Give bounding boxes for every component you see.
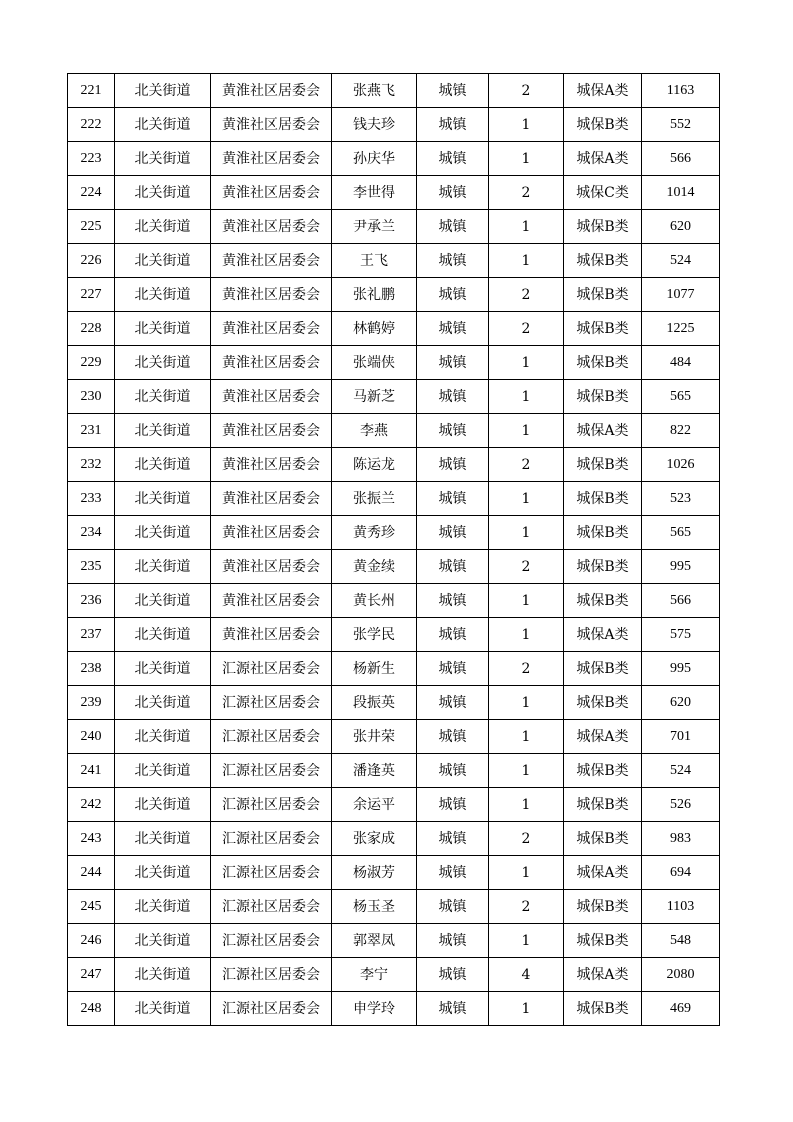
insurance-category-cell: 城保B类 bbox=[564, 686, 642, 720]
street-name-cell: 北关街道 bbox=[115, 142, 211, 176]
community-name-cell: 黄淮社区居委会 bbox=[211, 74, 332, 108]
area-type-cell: 城镇 bbox=[417, 686, 489, 720]
street-name-cell: 北关街道 bbox=[115, 448, 211, 482]
area-type-cell: 城镇 bbox=[417, 108, 489, 142]
household-count-cell: 1 bbox=[489, 380, 564, 414]
row-number-cell: 232 bbox=[68, 448, 115, 482]
community-name-cell: 黄淮社区居委会 bbox=[211, 550, 332, 584]
insurance-category-cell: 城保B类 bbox=[564, 312, 642, 346]
community-name-cell: 黄淮社区居委会 bbox=[211, 210, 332, 244]
street-name-cell: 北关街道 bbox=[115, 584, 211, 618]
table-row bbox=[68, 822, 720, 856]
community-name-cell: 黄淮社区居委会 bbox=[211, 380, 332, 414]
household-count-cell: 1 bbox=[489, 108, 564, 142]
amount-cell: 524 bbox=[642, 244, 720, 278]
community-name-cell: 汇源社区居委会 bbox=[211, 924, 332, 958]
row-number-cell: 243 bbox=[68, 822, 115, 856]
person-name-cell: 潘逢英 bbox=[332, 754, 417, 788]
community-name-cell: 汇源社区居委会 bbox=[211, 652, 332, 686]
community-name-cell: 黄淮社区居委会 bbox=[211, 618, 332, 652]
area-type-cell: 城镇 bbox=[417, 448, 489, 482]
person-name-cell: 杨淑芳 bbox=[332, 856, 417, 890]
insurance-category-cell: 城保A类 bbox=[564, 618, 642, 652]
row-number-cell: 224 bbox=[68, 176, 115, 210]
area-type-cell: 城镇 bbox=[417, 482, 489, 516]
insurance-category-cell: 城保B类 bbox=[564, 380, 642, 414]
row-number-cell: 238 bbox=[68, 652, 115, 686]
row-number-cell: 246 bbox=[68, 924, 115, 958]
household-count-cell: 1 bbox=[489, 754, 564, 788]
area-type-cell: 城镇 bbox=[417, 210, 489, 244]
street-name-cell: 北关街道 bbox=[115, 924, 211, 958]
area-type-cell: 城镇 bbox=[417, 856, 489, 890]
household-count-cell: 2 bbox=[489, 652, 564, 686]
insurance-category-cell: 城保A类 bbox=[564, 720, 642, 754]
area-type-cell: 城镇 bbox=[417, 788, 489, 822]
table-row bbox=[68, 482, 720, 516]
person-name-cell: 张井荣 bbox=[332, 720, 417, 754]
community-name-cell: 黄淮社区居委会 bbox=[211, 278, 332, 312]
row-number-cell: 235 bbox=[68, 550, 115, 584]
insurance-category-cell: 城保B类 bbox=[564, 822, 642, 856]
person-name-cell: 杨玉圣 bbox=[332, 890, 417, 924]
row-number-cell: 231 bbox=[68, 414, 115, 448]
area-type-cell: 城镇 bbox=[417, 380, 489, 414]
area-type-cell: 城镇 bbox=[417, 74, 489, 108]
amount-cell: 526 bbox=[642, 788, 720, 822]
table-row bbox=[68, 890, 720, 924]
person-name-cell: 张燕飞 bbox=[332, 74, 417, 108]
community-name-cell: 汇源社区居委会 bbox=[211, 890, 332, 924]
household-count-cell: 2 bbox=[489, 278, 564, 312]
amount-cell: 566 bbox=[642, 142, 720, 176]
table-row bbox=[68, 176, 720, 210]
person-name-cell: 黄金续 bbox=[332, 550, 417, 584]
street-name-cell: 北关街道 bbox=[115, 278, 211, 312]
row-number-cell: 223 bbox=[68, 142, 115, 176]
row-number-cell: 236 bbox=[68, 584, 115, 618]
insurance-category-cell: 城保A类 bbox=[564, 414, 642, 448]
insurance-category-cell: 城保B类 bbox=[564, 108, 642, 142]
amount-cell: 995 bbox=[642, 652, 720, 686]
community-name-cell: 黄淮社区居委会 bbox=[211, 176, 332, 210]
row-number-cell: 233 bbox=[68, 482, 115, 516]
area-type-cell: 城镇 bbox=[417, 890, 489, 924]
amount-cell: 566 bbox=[642, 584, 720, 618]
person-name-cell: 林鹤婷 bbox=[332, 312, 417, 346]
household-count-cell: 1 bbox=[489, 788, 564, 822]
table-row bbox=[68, 754, 720, 788]
area-type-cell: 城镇 bbox=[417, 958, 489, 992]
street-name-cell: 北关街道 bbox=[115, 312, 211, 346]
row-number-cell: 227 bbox=[68, 278, 115, 312]
household-count-cell: 1 bbox=[489, 924, 564, 958]
amount-cell: 1077 bbox=[642, 278, 720, 312]
row-number-cell: 247 bbox=[68, 958, 115, 992]
table-row bbox=[68, 414, 720, 448]
area-type-cell: 城镇 bbox=[417, 550, 489, 584]
household-count-cell: 1 bbox=[489, 482, 564, 516]
area-type-cell: 城镇 bbox=[417, 618, 489, 652]
amount-cell: 983 bbox=[642, 822, 720, 856]
insurance-category-cell: 城保B类 bbox=[564, 652, 642, 686]
row-number-cell: 244 bbox=[68, 856, 115, 890]
insurance-category-cell: 城保B类 bbox=[564, 278, 642, 312]
table-row bbox=[68, 686, 720, 720]
community-name-cell: 汇源社区居委会 bbox=[211, 686, 332, 720]
person-name-cell: 黄长州 bbox=[332, 584, 417, 618]
table-row bbox=[68, 924, 720, 958]
row-number-cell: 248 bbox=[68, 992, 115, 1026]
area-type-cell: 城镇 bbox=[417, 754, 489, 788]
household-count-cell: 1 bbox=[489, 414, 564, 448]
household-count-cell: 2 bbox=[489, 890, 564, 924]
street-name-cell: 北关街道 bbox=[115, 346, 211, 380]
person-name-cell: 张学民 bbox=[332, 618, 417, 652]
area-type-cell: 城镇 bbox=[417, 414, 489, 448]
amount-cell: 2080 bbox=[642, 958, 720, 992]
table-row bbox=[68, 108, 720, 142]
street-name-cell: 北关街道 bbox=[115, 210, 211, 244]
row-number-cell: 239 bbox=[68, 686, 115, 720]
amount-cell: 620 bbox=[642, 210, 720, 244]
insurance-category-cell: 城保B类 bbox=[564, 890, 642, 924]
person-name-cell: 张端侠 bbox=[332, 346, 417, 380]
street-name-cell: 北关街道 bbox=[115, 686, 211, 720]
area-type-cell: 城镇 bbox=[417, 720, 489, 754]
street-name-cell: 北关街道 bbox=[115, 890, 211, 924]
person-name-cell: 陈运龙 bbox=[332, 448, 417, 482]
table-row bbox=[68, 720, 720, 754]
person-name-cell: 钱夫珍 bbox=[332, 108, 417, 142]
household-count-cell: 1 bbox=[489, 686, 564, 720]
street-name-cell: 北关街道 bbox=[115, 414, 211, 448]
table-row bbox=[68, 550, 720, 584]
row-number-cell: 229 bbox=[68, 346, 115, 380]
household-count-cell: 1 bbox=[489, 210, 564, 244]
street-name-cell: 北关街道 bbox=[115, 754, 211, 788]
street-name-cell: 北关街道 bbox=[115, 482, 211, 516]
table-row bbox=[68, 142, 720, 176]
street-name-cell: 北关街道 bbox=[115, 618, 211, 652]
row-number-cell: 242 bbox=[68, 788, 115, 822]
insurance-category-cell: 城保B类 bbox=[564, 244, 642, 278]
insurance-category-cell: 城保B类 bbox=[564, 210, 642, 244]
household-count-cell: 1 bbox=[489, 720, 564, 754]
amount-cell: 524 bbox=[642, 754, 720, 788]
row-number-cell: 225 bbox=[68, 210, 115, 244]
area-type-cell: 城镇 bbox=[417, 822, 489, 856]
community-name-cell: 黄淮社区居委会 bbox=[211, 414, 332, 448]
household-count-cell: 2 bbox=[489, 550, 564, 584]
area-type-cell: 城镇 bbox=[417, 346, 489, 380]
row-number-cell: 234 bbox=[68, 516, 115, 550]
person-name-cell: 余运平 bbox=[332, 788, 417, 822]
person-name-cell: 张礼鹏 bbox=[332, 278, 417, 312]
row-number-cell: 228 bbox=[68, 312, 115, 346]
household-count-cell: 1 bbox=[489, 516, 564, 550]
household-count-cell: 4 bbox=[489, 958, 564, 992]
community-name-cell: 黄淮社区居委会 bbox=[211, 142, 332, 176]
street-name-cell: 北关街道 bbox=[115, 856, 211, 890]
person-name-cell: 王飞 bbox=[332, 244, 417, 278]
household-count-cell: 1 bbox=[489, 346, 564, 380]
insurance-category-cell: 城保B类 bbox=[564, 584, 642, 618]
area-type-cell: 城镇 bbox=[417, 516, 489, 550]
amount-cell: 995 bbox=[642, 550, 720, 584]
row-number-cell: 240 bbox=[68, 720, 115, 754]
insurance-category-cell: 城保B类 bbox=[564, 516, 642, 550]
street-name-cell: 北关街道 bbox=[115, 788, 211, 822]
insurance-category-cell: 城保B类 bbox=[564, 754, 642, 788]
table-row bbox=[68, 618, 720, 652]
area-type-cell: 城镇 bbox=[417, 992, 489, 1026]
street-name-cell: 北关街道 bbox=[115, 720, 211, 754]
amount-cell: 701 bbox=[642, 720, 720, 754]
community-name-cell: 汇源社区居委会 bbox=[211, 856, 332, 890]
community-name-cell: 汇源社区居委会 bbox=[211, 822, 332, 856]
row-number-cell: 237 bbox=[68, 618, 115, 652]
insurance-category-cell: 城保A类 bbox=[564, 74, 642, 108]
area-type-cell: 城镇 bbox=[417, 312, 489, 346]
amount-cell: 1014 bbox=[642, 176, 720, 210]
household-count-cell: 2 bbox=[489, 448, 564, 482]
community-name-cell: 黄淮社区居委会 bbox=[211, 346, 332, 380]
community-name-cell: 黄淮社区居委会 bbox=[211, 516, 332, 550]
amount-cell: 484 bbox=[642, 346, 720, 380]
table-row bbox=[68, 74, 720, 108]
amount-cell: 1163 bbox=[642, 74, 720, 108]
table-row bbox=[68, 448, 720, 482]
street-name-cell: 北关街道 bbox=[115, 74, 211, 108]
row-number-cell: 241 bbox=[68, 754, 115, 788]
table-row bbox=[68, 516, 720, 550]
person-name-cell: 黄秀珍 bbox=[332, 516, 417, 550]
street-name-cell: 北关街道 bbox=[115, 550, 211, 584]
area-type-cell: 城镇 bbox=[417, 244, 489, 278]
household-count-cell: 2 bbox=[489, 312, 564, 346]
row-number-cell: 245 bbox=[68, 890, 115, 924]
area-type-cell: 城镇 bbox=[417, 652, 489, 686]
table-row bbox=[68, 210, 720, 244]
person-name-cell: 张家成 bbox=[332, 822, 417, 856]
table-row bbox=[68, 992, 720, 1026]
household-count-cell: 2 bbox=[489, 822, 564, 856]
street-name-cell: 北关街道 bbox=[115, 176, 211, 210]
community-name-cell: 汇源社区居委会 bbox=[211, 788, 332, 822]
community-name-cell: 黄淮社区居委会 bbox=[211, 108, 332, 142]
household-count-cell: 1 bbox=[489, 856, 564, 890]
table-row bbox=[68, 652, 720, 686]
household-count-cell: 1 bbox=[489, 244, 564, 278]
insurance-category-cell: 城保B类 bbox=[564, 448, 642, 482]
community-name-cell: 黄淮社区居委会 bbox=[211, 482, 332, 516]
street-name-cell: 北关街道 bbox=[115, 380, 211, 414]
community-name-cell: 黄淮社区居委会 bbox=[211, 448, 332, 482]
amount-cell: 548 bbox=[642, 924, 720, 958]
insurance-category-cell: 城保B类 bbox=[564, 924, 642, 958]
amount-cell: 620 bbox=[642, 686, 720, 720]
person-name-cell: 马新芝 bbox=[332, 380, 417, 414]
insurance-category-cell: 城保B类 bbox=[564, 482, 642, 516]
amount-cell: 552 bbox=[642, 108, 720, 142]
insurance-category-cell: 城保B类 bbox=[564, 788, 642, 822]
row-number-cell: 230 bbox=[68, 380, 115, 414]
amount-cell: 822 bbox=[642, 414, 720, 448]
amount-cell: 1225 bbox=[642, 312, 720, 346]
area-type-cell: 城镇 bbox=[417, 176, 489, 210]
street-name-cell: 北关街道 bbox=[115, 244, 211, 278]
table-row bbox=[68, 312, 720, 346]
amount-cell: 575 bbox=[642, 618, 720, 652]
community-name-cell: 黄淮社区居委会 bbox=[211, 312, 332, 346]
street-name-cell: 北关街道 bbox=[115, 516, 211, 550]
street-name-cell: 北关街道 bbox=[115, 108, 211, 142]
amount-cell: 469 bbox=[642, 992, 720, 1026]
community-name-cell: 汇源社区居委会 bbox=[211, 992, 332, 1026]
household-count-cell: 1 bbox=[489, 618, 564, 652]
street-name-cell: 北关街道 bbox=[115, 958, 211, 992]
table-row bbox=[68, 380, 720, 414]
person-name-cell: 李世得 bbox=[332, 176, 417, 210]
person-name-cell: 申学玲 bbox=[332, 992, 417, 1026]
amount-cell: 1103 bbox=[642, 890, 720, 924]
person-name-cell: 李宁 bbox=[332, 958, 417, 992]
amount-cell: 565 bbox=[642, 516, 720, 550]
insurance-category-cell: 城保A类 bbox=[564, 856, 642, 890]
insurance-category-cell: 城保B类 bbox=[564, 992, 642, 1026]
area-type-cell: 城镇 bbox=[417, 278, 489, 312]
insurance-category-cell: 城保B类 bbox=[564, 346, 642, 380]
table-row bbox=[68, 788, 720, 822]
person-name-cell: 李燕 bbox=[332, 414, 417, 448]
community-name-cell: 汇源社区居委会 bbox=[211, 958, 332, 992]
person-name-cell: 郭翠凤 bbox=[332, 924, 417, 958]
person-name-cell: 杨新生 bbox=[332, 652, 417, 686]
table-row bbox=[68, 244, 720, 278]
person-name-cell: 尹承兰 bbox=[332, 210, 417, 244]
community-name-cell: 黄淮社区居委会 bbox=[211, 244, 332, 278]
insurance-category-cell: 城保A类 bbox=[564, 958, 642, 992]
table-row bbox=[68, 278, 720, 312]
beneficiary-table bbox=[67, 73, 720, 1026]
person-name-cell: 张振兰 bbox=[332, 482, 417, 516]
insurance-category-cell: 城保C类 bbox=[564, 176, 642, 210]
amount-cell: 565 bbox=[642, 380, 720, 414]
row-number-cell: 226 bbox=[68, 244, 115, 278]
person-name-cell: 孙庆华 bbox=[332, 142, 417, 176]
table-body bbox=[68, 74, 720, 1026]
community-name-cell: 汇源社区居委会 bbox=[211, 754, 332, 788]
amount-cell: 1026 bbox=[642, 448, 720, 482]
community-name-cell: 汇源社区居委会 bbox=[211, 720, 332, 754]
household-count-cell: 2 bbox=[489, 74, 564, 108]
insurance-category-cell: 城保A类 bbox=[564, 142, 642, 176]
household-count-cell: 1 bbox=[489, 584, 564, 618]
household-count-cell: 1 bbox=[489, 142, 564, 176]
household-count-cell: 2 bbox=[489, 176, 564, 210]
person-name-cell: 段振英 bbox=[332, 686, 417, 720]
community-name-cell: 黄淮社区居委会 bbox=[211, 584, 332, 618]
street-name-cell: 北关街道 bbox=[115, 822, 211, 856]
row-number-cell: 221 bbox=[68, 74, 115, 108]
area-type-cell: 城镇 bbox=[417, 142, 489, 176]
amount-cell: 694 bbox=[642, 856, 720, 890]
area-type-cell: 城镇 bbox=[417, 924, 489, 958]
amount-cell: 523 bbox=[642, 482, 720, 516]
household-count-cell: 1 bbox=[489, 992, 564, 1026]
table-row bbox=[68, 856, 720, 890]
street-name-cell: 北关街道 bbox=[115, 992, 211, 1026]
insurance-category-cell: 城保B类 bbox=[564, 550, 642, 584]
table-row bbox=[68, 346, 720, 380]
table-row bbox=[68, 958, 720, 992]
row-number-cell: 222 bbox=[68, 108, 115, 142]
area-type-cell: 城镇 bbox=[417, 584, 489, 618]
street-name-cell: 北关街道 bbox=[115, 652, 211, 686]
table-row bbox=[68, 584, 720, 618]
